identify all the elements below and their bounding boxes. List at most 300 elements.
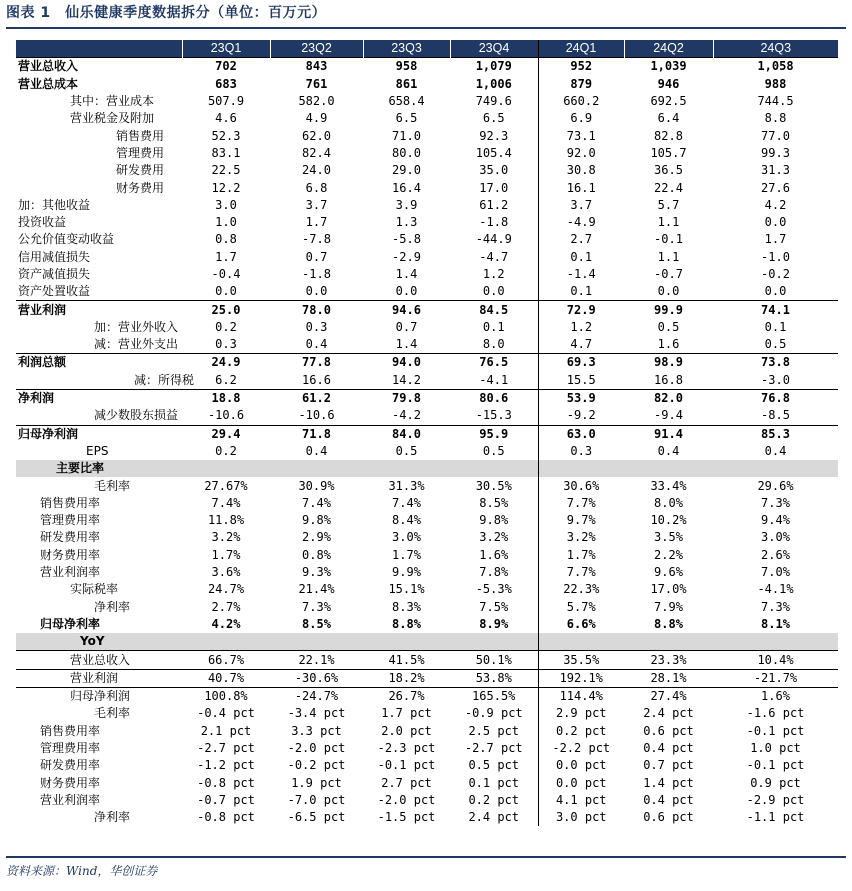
value-cell: 16.1	[538, 179, 624, 196]
section-blank-cell	[270, 460, 363, 477]
value-cell: 78.0	[270, 301, 363, 319]
header-label-cell	[16, 40, 182, 58]
value-cell: 100.8%	[182, 687, 270, 705]
value-cell: 1.3	[395, 215, 418, 230]
row-label: 利润总额	[16, 354, 182, 372]
value-cell: 0.1	[764, 319, 787, 334]
value-cell: 8.5%	[302, 616, 331, 631]
value-cell: 1.4	[395, 267, 418, 281]
row-label: 销售费用	[116, 128, 165, 143]
value-cell: 8.5%	[479, 495, 509, 510]
value-cell: 79.8	[363, 389, 450, 407]
value-cell: 6.8	[305, 180, 328, 195]
value-cell: 507.9	[207, 94, 245, 109]
row-label: 营业税金及附加	[70, 111, 155, 126]
value-cell: 958	[363, 58, 450, 76]
value-cell: 36.5	[654, 163, 683, 178]
value-cell: 2.7 pct	[381, 775, 432, 790]
value-cell: 7.5%	[479, 599, 509, 614]
section-blank-cell	[624, 633, 713, 651]
value-cell: 0.4 pct	[643, 792, 694, 807]
value-cell: 98.9	[624, 354, 713, 372]
value-cell: 3.0%	[392, 530, 421, 545]
value-cell: 4.2%	[211, 616, 241, 631]
value-cell: 0.0	[395, 284, 418, 299]
value-cell: -0.8 pct	[197, 810, 255, 825]
value-cell: 30.5%	[475, 478, 512, 493]
header-quarter: 23Q2	[270, 40, 363, 58]
value-cell: 2.4 pct	[468, 810, 520, 825]
value-cell: 2.5 pct	[468, 723, 520, 738]
table-row	[16, 529, 838, 546]
value-cell: 1.4	[395, 337, 418, 352]
value-cell: -21.7%	[713, 669, 838, 687]
row-label: 研发费用率	[40, 758, 101, 773]
value-cell: 1.6%	[713, 687, 838, 705]
value-cell: 24.7%	[207, 582, 245, 597]
value-cell: -1.1 pct	[746, 810, 805, 825]
section-blank-cell	[624, 460, 713, 477]
value-cell: 1.1	[657, 249, 680, 264]
value-cell: 6.5	[395, 111, 418, 126]
value-cell: 6.5	[482, 111, 505, 126]
table-row	[16, 792, 838, 809]
value-cell: 25.0	[182, 301, 270, 319]
value-cell: 14.2	[392, 372, 421, 387]
value-cell: -3.4 pct	[287, 706, 346, 721]
row-label: 投资收益	[18, 215, 67, 230]
value-cell: 744.5	[757, 94, 794, 109]
value-cell: 0.3	[305, 319, 328, 334]
value-cell: 26.7%	[363, 687, 450, 705]
value-cell: -10.6	[207, 408, 245, 423]
value-cell: 0.0 pct	[538, 774, 624, 791]
row-label: 减：所得税	[134, 372, 195, 387]
value-cell: 9.6%	[654, 565, 683, 580]
value-cell: 7.3%	[761, 495, 790, 510]
value-cell: -0.2	[761, 267, 790, 281]
value-cell: 3.6%	[211, 565, 241, 580]
table-row	[16, 616, 838, 633]
value-cell: -2.3 pct	[377, 741, 436, 756]
value-cell: 1.7	[764, 232, 787, 247]
value-cell: -1.5 pct	[377, 810, 436, 825]
value-cell: 1.4 pct	[643, 775, 694, 790]
value-cell: 74.1	[713, 301, 838, 319]
value-cell: 27.67%	[204, 478, 248, 493]
value-cell: -2.7 pct	[464, 741, 523, 756]
value-cell: 94.6	[363, 301, 450, 319]
section-blank-cell	[363, 460, 450, 477]
value-cell: 692.5	[650, 94, 687, 109]
value-cell: 63.0	[538, 425, 624, 443]
value-cell: 85.3	[713, 425, 838, 443]
value-cell: -24.7%	[270, 687, 363, 705]
table-row	[16, 145, 838, 162]
table-row	[16, 354, 838, 372]
value-cell: 8.9%	[479, 616, 509, 631]
source-note: 资料来源：Wind，华创证券	[6, 864, 158, 878]
value-cell: -0.2 pct	[287, 758, 346, 773]
value-cell: 80.6	[450, 389, 538, 407]
value-cell: 2.9%	[302, 530, 331, 545]
row-label: 毛利率	[94, 706, 131, 721]
row-label: 净利润	[16, 389, 182, 407]
value-cell: 105.7	[650, 145, 687, 160]
value-cell: 71.8	[270, 425, 363, 443]
value-cell: -9.4	[654, 408, 683, 423]
value-cell: 2.2%	[654, 547, 683, 562]
value-cell: 0.7	[305, 249, 328, 264]
value-cell: 0.4	[305, 443, 328, 458]
value-cell: 4.6	[215, 111, 237, 126]
value-cell: 1.7%	[211, 547, 241, 562]
row-label: 营业总成本	[18, 76, 79, 91]
value-cell: -0.1 pct	[746, 758, 805, 773]
value-cell: -4.1	[479, 372, 509, 387]
value-cell: 77.8	[270, 354, 363, 372]
value-cell: 30.6%	[538, 477, 624, 494]
value-cell: 879	[538, 76, 624, 93]
value-cell: 3.5%	[654, 530, 683, 545]
value-cell: 988	[764, 76, 787, 91]
value-cell: 8.4%	[392, 513, 421, 528]
value-cell: 11.8%	[207, 513, 245, 528]
value-cell: 7.4%	[211, 495, 241, 510]
value-cell: 91.4	[624, 425, 713, 443]
value-cell: -4.9	[538, 214, 624, 231]
value-cell: 84.0	[363, 425, 450, 443]
table-row	[16, 283, 838, 301]
value-cell: 1.7%	[392, 547, 421, 562]
row-label: 信用减值损失	[18, 249, 91, 264]
value-cell: 92.3	[479, 128, 509, 143]
table-row	[16, 319, 838, 336]
row-label: 减：营业外支出	[94, 337, 179, 352]
row-label: 营业利润	[16, 301, 182, 319]
value-cell: 0.7 pct	[643, 758, 694, 773]
value-cell: 30.8	[538, 162, 624, 179]
table-row	[16, 581, 838, 598]
row-label: 销售费用率	[40, 495, 101, 510]
value-cell: 22.1%	[270, 651, 363, 669]
value-cell: 0.6 pct	[643, 723, 694, 738]
row-label: 研发费用率	[40, 530, 101, 545]
value-cell: 2.4 pct	[643, 706, 694, 721]
value-cell: 69.3	[538, 354, 624, 372]
value-cell: 165.5%	[450, 687, 538, 705]
value-cell: 4.9	[305, 111, 328, 126]
value-cell: 21.4%	[298, 582, 335, 597]
value-cell: 1.6	[657, 337, 680, 352]
header-quarter: 24Q3	[713, 40, 838, 58]
value-cell: 22.5	[211, 163, 241, 178]
table-row	[16, 76, 838, 93]
table-row	[16, 547, 838, 564]
value-cell: -0.4	[211, 267, 241, 281]
value-cell: 0.1	[538, 283, 624, 301]
value-cell: -1.6 pct	[746, 706, 805, 721]
value-cell: 0.0	[305, 284, 328, 299]
value-cell: 7.0%	[761, 565, 790, 580]
value-cell: 6.2	[215, 372, 237, 387]
value-cell: 843	[270, 58, 363, 76]
value-cell: 35.0	[479, 163, 509, 178]
table-row	[16, 127, 838, 144]
value-cell: -0.8 pct	[197, 775, 255, 790]
section-blank-cell	[182, 460, 270, 477]
row-label: 毛利率	[94, 478, 131, 493]
value-cell: -44.9	[475, 232, 512, 247]
value-cell: 77.0	[761, 128, 790, 143]
value-cell: 1.7	[215, 249, 237, 264]
value-cell: 31.3%	[388, 478, 425, 493]
table-row	[16, 564, 838, 581]
value-cell: 861	[395, 76, 418, 91]
value-cell: 0.0	[215, 284, 237, 299]
value-cell: 31.3	[761, 163, 790, 178]
value-cell: 0.0	[764, 215, 787, 230]
section-title: YoY	[16, 633, 182, 651]
value-cell: 66.7%	[182, 651, 270, 669]
value-cell: 0.4	[305, 337, 328, 352]
value-cell: 0.5 pct	[468, 758, 520, 773]
table-row	[16, 651, 838, 669]
row-label: 营业总收入	[16, 651, 182, 669]
table-row	[16, 372, 838, 390]
table-row	[16, 58, 838, 76]
value-cell: 7.4%	[302, 495, 331, 510]
value-cell: 0.1 pct	[468, 775, 520, 790]
header-quarter: 24Q1	[538, 40, 624, 58]
value-cell: 82.8	[654, 128, 683, 143]
row-label: 公允价值变动收益	[18, 232, 115, 247]
value-cell: 18.2%	[363, 669, 450, 687]
value-cell: 95.9	[450, 425, 538, 443]
value-cell: 1,006	[475, 76, 512, 91]
value-cell: 0.0	[764, 284, 787, 299]
section-blank-cell	[538, 460, 624, 477]
row-label: 管理费用率	[40, 741, 101, 756]
value-cell: 6.4	[657, 111, 680, 126]
row-label: 归母净利润	[16, 687, 182, 705]
value-cell: 0.3	[538, 443, 624, 460]
value-cell: 114.4%	[538, 687, 624, 705]
footer-divider	[6, 856, 846, 858]
title-divider	[6, 27, 846, 29]
value-cell: 0.0 pct	[538, 757, 624, 774]
section-blank-cell	[713, 633, 838, 651]
value-cell: -1.4	[538, 266, 624, 283]
value-cell: 4.2	[764, 197, 787, 212]
table-row	[16, 809, 838, 826]
row-label: 财务费用	[116, 180, 165, 195]
section-blank-cell	[182, 633, 270, 651]
value-cell: 76.8	[713, 389, 838, 407]
value-cell: 9.7%	[538, 512, 624, 529]
row-label: 营业利润率	[40, 792, 101, 807]
value-cell: 9.3%	[302, 565, 331, 580]
value-cell: -1.2 pct	[197, 758, 255, 773]
value-cell: 10.2%	[650, 513, 687, 528]
value-cell: 3.7	[305, 197, 328, 212]
table-body	[16, 58, 838, 827]
value-cell: 3.2%	[479, 530, 509, 545]
value-cell: -2.0 pct	[377, 792, 436, 807]
value-cell: 1.1	[657, 215, 680, 230]
table-row	[16, 723, 838, 740]
value-cell: -2.0 pct	[287, 741, 346, 756]
value-cell: 27.6	[761, 180, 790, 195]
row-label: 实际税率	[70, 582, 119, 597]
section-title: 主要比率	[16, 460, 182, 477]
table-row	[16, 336, 838, 354]
value-cell: 2.9 pct	[538, 705, 624, 722]
value-cell: 2.1 pct	[200, 723, 252, 738]
header-quarter: 23Q4	[450, 40, 538, 58]
value-cell: 3.2%	[211, 530, 241, 545]
value-cell: 92.0	[538, 145, 624, 162]
value-cell: 7.7%	[538, 495, 624, 512]
table-row	[16, 179, 838, 196]
value-cell: -0.1 pct	[746, 723, 805, 738]
value-cell: 192.1%	[538, 669, 624, 687]
value-cell: 22.4	[654, 180, 683, 195]
value-cell: 61.2	[479, 197, 509, 212]
row-label: 资产处置收益	[18, 284, 91, 299]
value-cell: 7.7%	[538, 564, 624, 581]
value-cell: 0.0	[657, 284, 680, 299]
value-cell: -15.3	[475, 408, 512, 423]
value-cell: 17.0%	[650, 582, 687, 597]
value-cell: 2.7	[538, 231, 624, 248]
value-cell: -10.6	[298, 408, 335, 423]
value-cell: 1.9 pct	[291, 775, 342, 790]
table-row	[16, 197, 838, 214]
value-cell: 17.0	[479, 180, 509, 195]
value-cell: 3.3 pct	[291, 723, 342, 738]
value-cell: -2.7 pct	[197, 741, 255, 756]
value-cell: 946	[657, 76, 680, 91]
value-cell: 27.4%	[624, 687, 713, 705]
table-row	[16, 425, 838, 443]
value-cell: 0.2 pct	[538, 723, 624, 740]
value-cell: 15.5	[538, 372, 624, 390]
value-cell: 0.5	[657, 319, 680, 334]
row-label: 减少数股东损益	[94, 408, 179, 423]
table-row	[16, 512, 838, 529]
value-cell: 41.5%	[363, 651, 450, 669]
value-cell: 0.6 pct	[643, 810, 694, 825]
value-cell: 0.9 pct	[750, 775, 801, 790]
value-cell: -1.8	[479, 215, 509, 230]
value-cell: 0.5	[482, 443, 505, 458]
value-cell: 8.0	[482, 337, 505, 352]
value-cell: 99.9	[624, 301, 713, 319]
value-cell: 0.5	[764, 337, 787, 352]
value-cell: 3.0	[215, 197, 237, 212]
value-cell: 28.1%	[624, 669, 713, 687]
row-label: 归母净利率	[40, 616, 101, 631]
section-blank-cell	[363, 633, 450, 651]
value-cell: 0.1	[482, 319, 505, 334]
header-quarter: 23Q1	[182, 40, 270, 58]
table-row	[16, 162, 838, 179]
value-cell: 8.0%	[654, 495, 683, 510]
value-cell: 5.7	[657, 197, 680, 212]
value-cell: -4.7	[479, 249, 509, 264]
value-cell: -1.0	[761, 249, 790, 264]
value-cell: 7.3%	[761, 599, 790, 614]
value-cell: 52.3	[211, 128, 241, 143]
header-quarter: 24Q2	[624, 40, 713, 58]
table-row	[16, 266, 838, 283]
value-cell: 2.7%	[211, 599, 241, 614]
value-cell: 61.2	[270, 389, 363, 407]
row-label: 管理费用	[116, 145, 165, 160]
value-cell: 73.1	[538, 127, 624, 144]
value-cell: 658.4	[388, 94, 425, 109]
value-cell: 7.8%	[479, 565, 509, 580]
section-header-row	[16, 460, 838, 477]
table-row	[16, 214, 838, 231]
value-cell: 10.4%	[713, 651, 838, 669]
value-cell: 24.0	[302, 163, 331, 178]
value-cell: 8.8%	[392, 616, 421, 631]
value-cell: 53.8%	[450, 669, 538, 687]
quarterly-data-table	[16, 40, 838, 826]
value-cell: -2.9	[392, 249, 421, 264]
value-cell: 749.6	[475, 94, 512, 109]
value-cell: 0.4	[764, 443, 787, 458]
value-cell: 9.9%	[392, 565, 421, 580]
value-cell: 1.2	[482, 267, 505, 281]
value-cell: 6.9	[538, 110, 624, 127]
value-cell: 4.1 pct	[538, 792, 624, 809]
table-row	[16, 495, 838, 512]
value-cell: 582.0	[298, 94, 335, 109]
table-row	[16, 757, 838, 774]
value-cell: 1,079	[450, 58, 538, 76]
value-cell: 702	[182, 58, 270, 76]
value-cell: -1.8	[302, 267, 331, 281]
table-row	[16, 301, 838, 319]
value-cell: -6.5 pct	[287, 810, 346, 825]
header-quarter: 23Q3	[363, 40, 450, 58]
value-cell: 1.7 pct	[381, 706, 432, 721]
row-label: 归母净利润	[16, 425, 182, 443]
value-cell: -0.1	[654, 232, 683, 247]
value-cell: 761	[305, 76, 328, 91]
value-cell: 33.4%	[650, 478, 687, 493]
value-cell: -0.1 pct	[377, 758, 436, 773]
value-cell: 8.8	[764, 111, 787, 126]
value-cell: 7.4%	[392, 495, 421, 510]
value-cell: 0.7	[395, 319, 418, 334]
value-cell: 0.1	[538, 249, 624, 266]
value-cell: 16.4	[392, 180, 421, 195]
value-cell: -9.2	[538, 407, 624, 425]
value-cell: 1,039	[624, 58, 713, 76]
value-cell: 1.0 pct	[750, 741, 801, 756]
value-cell: 50.1%	[450, 651, 538, 669]
value-cell: 0.5	[395, 443, 418, 458]
row-label: 加：营业外收入	[94, 319, 179, 334]
value-cell: 0.4 pct	[643, 741, 694, 756]
value-cell: -4.1%	[757, 582, 794, 597]
table-row	[16, 705, 838, 722]
value-cell: 1.2	[538, 319, 624, 336]
